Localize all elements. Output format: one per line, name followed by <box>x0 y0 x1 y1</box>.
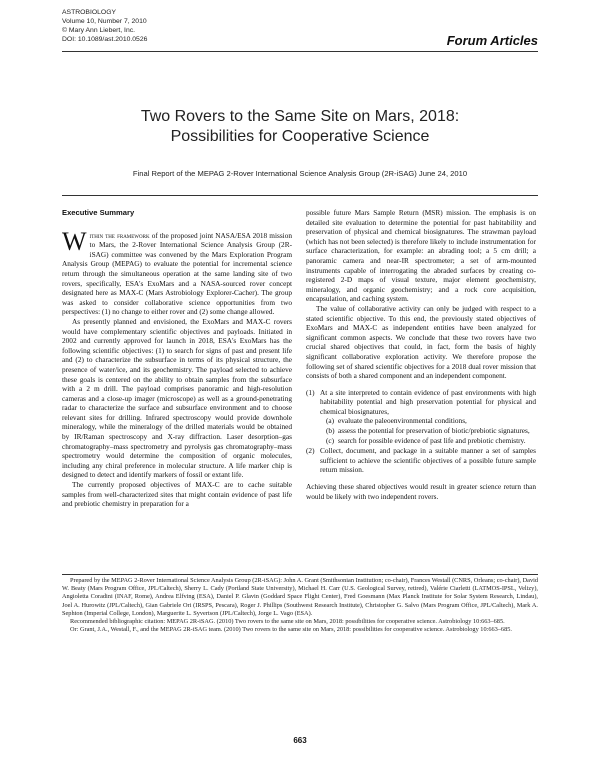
paragraph-3: The currently proposed objectives of MAX-C are to cache suitable samples from well-characterized sites that might contain evidence of past life and prebiotic chemistry in preparation for a <box>62 480 292 509</box>
paragraph-5: The value of collaborative activity can only be judged with respect to a stated scientific objective. To this end, the previously stated objectives of ExoMars and MAX-C as independent entities have been analyzed for significant common aspects. We conclude that these two rovers have two crucial shared objectives that could, in fact, form the basis of highly significant collaborative exploration activity. We therefore propose the following set of shared scientific objectives for a 2018 dual rover mission that consists of both a shared component and an independent component. <box>306 303 536 381</box>
sub-objective-letter: (a) <box>326 416 335 426</box>
footnote-citation: Recommended bibliographic citation: MEPAG 2R-iSAG. (2010) Two rovers to the same site on Mars, 2018: possibilities for cooperative science. Astrobiology 10:663–685. <box>70 618 505 626</box>
sub-objective-letter: (b) <box>326 426 335 436</box>
footnotes <box>62 577 538 634</box>
sub-objective-text: evaluate the paleoenvironmental conditions, <box>338 416 467 426</box>
footnote-alt-citation: Or: Grant, J.A., Westall, F., and the MEPAG 2R-iSAG team. (2010) Two rovers to the same site on Mars, 2018: possibilities for cooperative science. Astrobiology 10:663–685. <box>70 626 512 634</box>
copyright: © Mary Ann Liebert, Inc. <box>62 27 136 34</box>
footnote-rule <box>62 574 538 575</box>
objective-2 <box>306 446 536 475</box>
header-rule <box>62 51 538 52</box>
paragraph-2: As presently planned and envisioned, the ExoMars and MAX-C rovers would have complementary scientific objectives and payloads. Initiated in 2002 and currently approved for launch in 2018, ESA's ExoMars has the following scientific objectives: (1) to search for signs of past and present life and (2) to characterize the subsurface in terms of its physical structure, the presence of water/ice, and its geochemistry. The payload selected to achieve these goals is centered on the ability to obtain samples from the subsurface with a 2 m drill. The payload comprises panoramic and high-resolution cameras and a close-up imager (microscope) as well as a ground-penetrating radar to characterize the surface and subsurface environment and to choose relevant sites for drilling. Infrared spectroscopy would provide downhole mineralogy, while the mineralogy of the drilled materials would be obtained by IR/Raman spectroscopy and X-ray diffraction. Laser desorption–gas chromatography–mass spectrometry and pyrolysis gas chromatography–mass spectrometry would determine the composition of organic molecules, including any chiral preference in molecular structure. A life marker chip is designed to detect and identify markers of fossil or extant life. <box>62 316 292 480</box>
lead-in: ithin the framework <box>89 230 150 240</box>
left-column <box>62 208 292 509</box>
page-number: 663 <box>293 736 307 745</box>
doi[interactable]: DOI: 10.1089/ast.2010.0526 <box>62 36 148 43</box>
footnote-authors: Prepared by the MEPAG 2-Rover International Science Analysis Group (2R-iSAG): John A. Grant (Smithsonian Institution; co-chair), Frances Westall (CNRS, Orleans; co-chair), David W. Beaty (Mars Program Office, JPL/Caltech), Sherry L. Cady (Portland State University), Michael H. Carr (U.S. Geological Survey, retired), Valérie Ciarletti (LATMOS-IPSL, Velizy), Angioletta Coradini (INAF, Rome), Andrea Elfving (ESA), Daniel P. Glavin (Goddard Space Flight Center), Fred Goesmann (Max Planck Institute for Solar System Research, Lindau), Joel A. Hurowitz (JPL/Caltech), Gian Gabriele Ori (IRSPS, Pescara), Roger J. Phillips (Southwest Research Institute), Christopher G. Salvo (Mars Program Office, JPL/Caltech), Mark A. Sephton (Imperial College, London), Marguerite L. Syvertson (JPL/Caltech), Jorge L. Vago (ESA). <box>62 577 538 617</box>
objective-1 <box>306 388 536 446</box>
section-label: Forum Articles <box>446 33 538 48</box>
paragraph-1 <box>62 226 293 317</box>
section-heading: Executive Summary <box>62 208 135 217</box>
paragraph-1-text: of the proposed joint NASA/ESA 2018 mission to Mars, the 2-Rover International Science Analysis Group (2R-iSAG) committee was convened by the Mars Exploration Program Analysis Group (MEPAG) to evaluate the potential for incremental science return through the simultaneous operation at the same landing site of two rovers, specifically, ESA's ExoMars and a NASA-sourced rover concept designated here as MAX-C (Mars Astrobiology Explorer-Cacher). The group was asked to consider collaborative science opportunities from two perspectives: (1) no change to either rover and (2) some change allowed. <box>62 230 293 317</box>
drop-cap: W <box>62 226 87 256</box>
objective-number: (1) <box>306 387 315 397</box>
sub-objective-text: search for possible evidence of past life and prebiotic chemistry. <box>338 435 526 445</box>
sub-objective-c <box>326 436 536 446</box>
journal-name: ASTROBIOLOGY <box>62 9 117 16</box>
title-rule <box>62 195 538 196</box>
objectives-list <box>306 388 536 475</box>
title-line-2: Possibilities for Cooperative Science <box>170 128 430 145</box>
right-column <box>306 208 536 501</box>
journal-header <box>62 8 147 44</box>
objective-text: At a site interpreted to contain evidence of past environments with high habitability potential and high preservation potential for physical and chemical biosignatures, <box>320 387 536 416</box>
title-line-1: Two Rovers to the Same Site on Mars, 2018: <box>140 108 460 125</box>
sub-objective-letter: (c) <box>326 435 335 445</box>
sub-objective-text: assess the potential for preservation of biotic/prebiotic signatures, <box>338 426 530 436</box>
sub-objective-a <box>326 416 536 426</box>
paragraph-6: Achieving these shared objectives would result in greater science return than would be likely with two independent rovers. <box>306 482 536 501</box>
sub-objective-b <box>326 426 536 436</box>
sub-objectives <box>320 416 536 445</box>
objective-number: (2) <box>306 446 315 456</box>
objective-text: Collect, document, and package in a suitable manner a set of samples sufficient to achieve the scientific objectives of a possible future sample return mission. <box>320 446 536 475</box>
paragraph-4: possible future Mars Sample Return (MSR) mission. The emphasis is on detailed site evaluation to determine the potential for past habitability and preservation of physical and chemical biosignatures. The strawman payload (which has not been selected) is therefore likely to include instrumentation for surface characterization, for example: an abrading tool; a 5 cm drill; a panoramic camera and near-IR spectrometer; a set of arm-mounted instruments capable of interrogating the abraded surfaces by creating co-registered 2-D maps of visual texture, major element geochemistry, mineralogy, and organic geochemistry; and a rock core acquisition, encapsulation, and caching system. <box>306 208 536 304</box>
article-title <box>62 107 538 147</box>
volume-info: Volume 10, Number 7, 2010 <box>62 18 147 25</box>
article-subtitle: Final Report of the MEPAG 2-Rover International Science Analysis Group (2R-iSAG) June 24, 2010 <box>132 169 468 178</box>
